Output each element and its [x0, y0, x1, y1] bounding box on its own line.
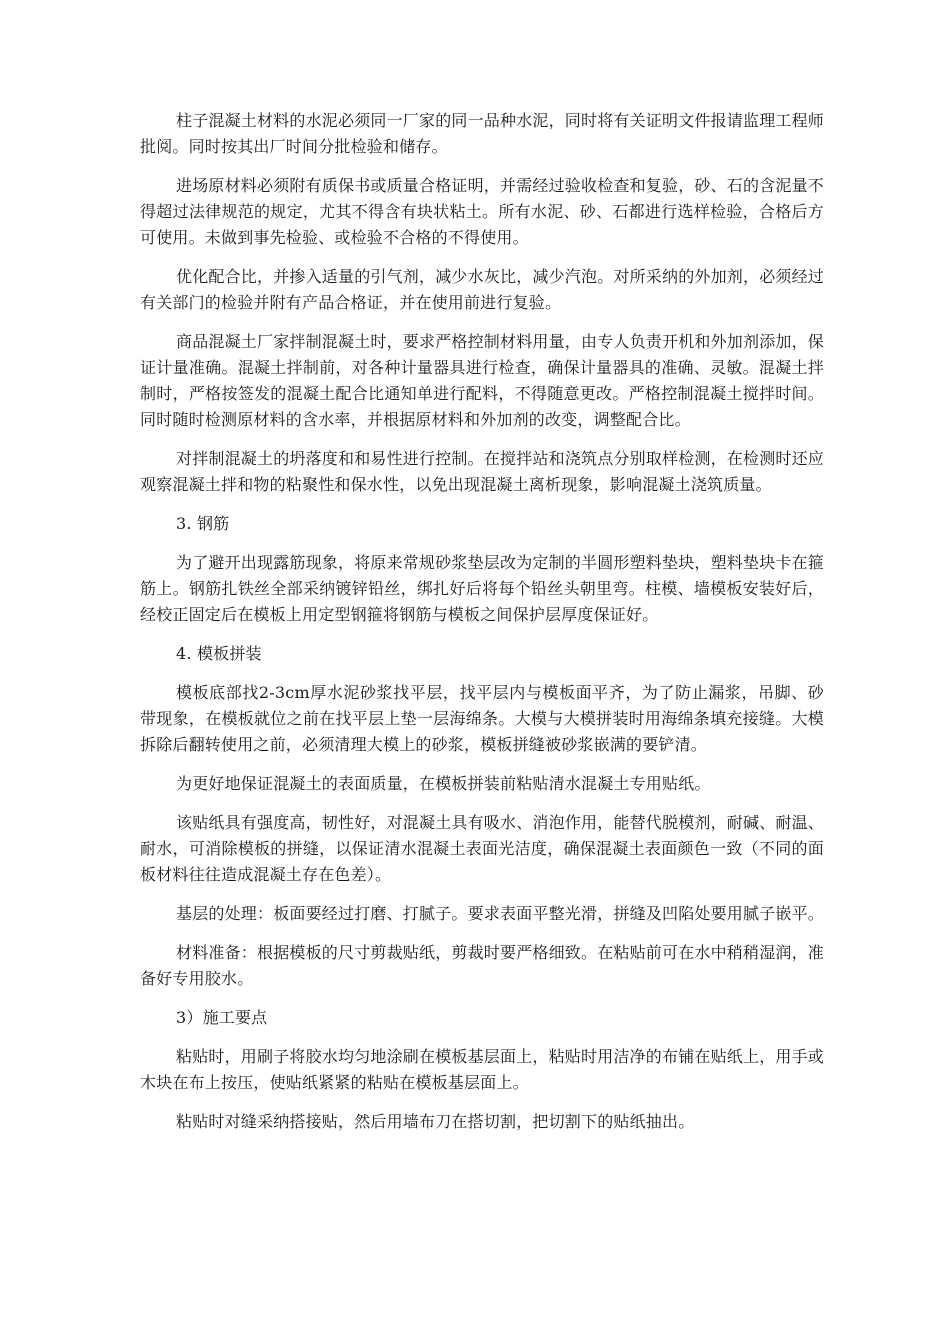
paragraph-surface-quality: 为更好地保证混凝土的表面质量，在模板拼装前粘贴清水混凝土专用贴纸。	[176, 774, 711, 793]
paragraph-rebar-cover: 为了避开出现露筋现象，将原来常规砂浆垫层改为定制的半圆形塑料垫块，塑料垫块卡在箍筋上。钢筋扎铁丝全部采纳镀锌铅丝，绑扎好后将每个铅丝头朝里弯。柱模、墙模板安装好后，经校正固定后在模板上用定型钢箍将钢筋与模板之间保护层厚度保证好。	[140, 553, 825, 624]
paragraph-cement-source: 柱子混凝土材料的水泥必须同一厂家的同一品种水泥，同时将有关证明文件报请监理工程师批阅。同时按其出厂时间分批检验和储存。	[140, 111, 825, 156]
paragraph-base-treatment: 基层的处理：板面要经过打磨、打腻子。要求表面平整光滑，拼缝及凹陷处要用腻子嵌平。	[176, 904, 825, 923]
paragraph-batching-control: 商品混凝土厂家拌制混凝土时，要求严格控制材料用量，由专人负责开机和外加剂添加，保证计量准确。混凝土拌制前，对各种计量器具进行检查，确保计量器具的准确、灵敏。混凝土拌制时，严格按签发的混凝土配合比通知单进行配料，不得随意更改。严格控制混凝土搅拌时间。同时随时检测原材料的含水率，并根据原材料和外加剂的改变，调整配合比。	[140, 332, 825, 429]
paragraph-raw-material-inspection: 进场原材料必须附有质保书或质量合格证明，并需经过验收检查和复验，砂、石的含泥量不得超过法律规范的规定，尤其不得含有块状粘土。所有水泥、砂、石都进行选样检验，合格后方可使用。未做到事先检验、或检验不合格的不得使用。	[140, 176, 825, 247]
paragraph-seam-joining: 粘贴时对缝采纳搭接贴，然后用墙布刀在搭切割，把切割下的贴纸抽出。	[176, 1112, 695, 1131]
paragraph-mix-optimization: 优化配合比，并掺入适量的引气剂，减少水灰比，减少汽泡。对所采纳的外加剂，必须经过有关部门的检验并附有产品合格证，并在使用前进行复验。	[140, 267, 825, 312]
heading-formwork-assembly: 4. 模板拼装	[176, 644, 262, 663]
document-body	[140, 108, 824, 1148]
heading-rebar: 3. 钢筋	[176, 514, 230, 533]
paragraph-pasting-method: 粘贴时，用刷子将胶水均匀地涂刷在模板基层面上，粘贴时用洁净的布铺在贴纸上，用手或木块在布上按压，使贴纸紧紧的粘贴在模板基层面上。	[140, 1047, 825, 1092]
heading-construction-points: 3）施工要点	[176, 1008, 268, 1027]
paragraph-slump-control: 对拌制混凝土的坍落度和和易性进行控制。在搅拌站和浇筑点分别取样检测，在检测时还应观察混凝土拌和物的粘聚性和保水性，以免出现混凝土离析现象，影响混凝土浇筑质量。	[140, 449, 825, 494]
paragraph-material-preparation: 材料准备：根据模板的尺寸剪裁贴纸，剪裁时要严格细致。在粘贴前可在水中稍稍湿润，准备好专用胶水。	[140, 943, 825, 988]
paragraph-formwork-base: 模板底部找2-3cm厚水泥砂浆找平层，找平层内与模板面平齐，为了防止漏浆，吊脚、砂带现象，在模板就位之前在找平层上垫一层海绵条。大模与大模拼装时用海绵条填充接缝。大模拆除后翻转使用之前，必须清理大模上的砂浆，模板拼缝被砂浆嵌满的要铲清。	[140, 683, 824, 754]
paragraph-sticker-properties: 该贴纸具有强度高，韧性好，对混凝土具有吸水、消泡作用，能替代脱模剂，耐碱、耐温、耐水，可消除模板的拼缝，以保证清水混凝土表面光洁度，确保混凝土表面颜色一致（不同的面板材料往往造成混凝土存在色差）。	[140, 813, 825, 884]
